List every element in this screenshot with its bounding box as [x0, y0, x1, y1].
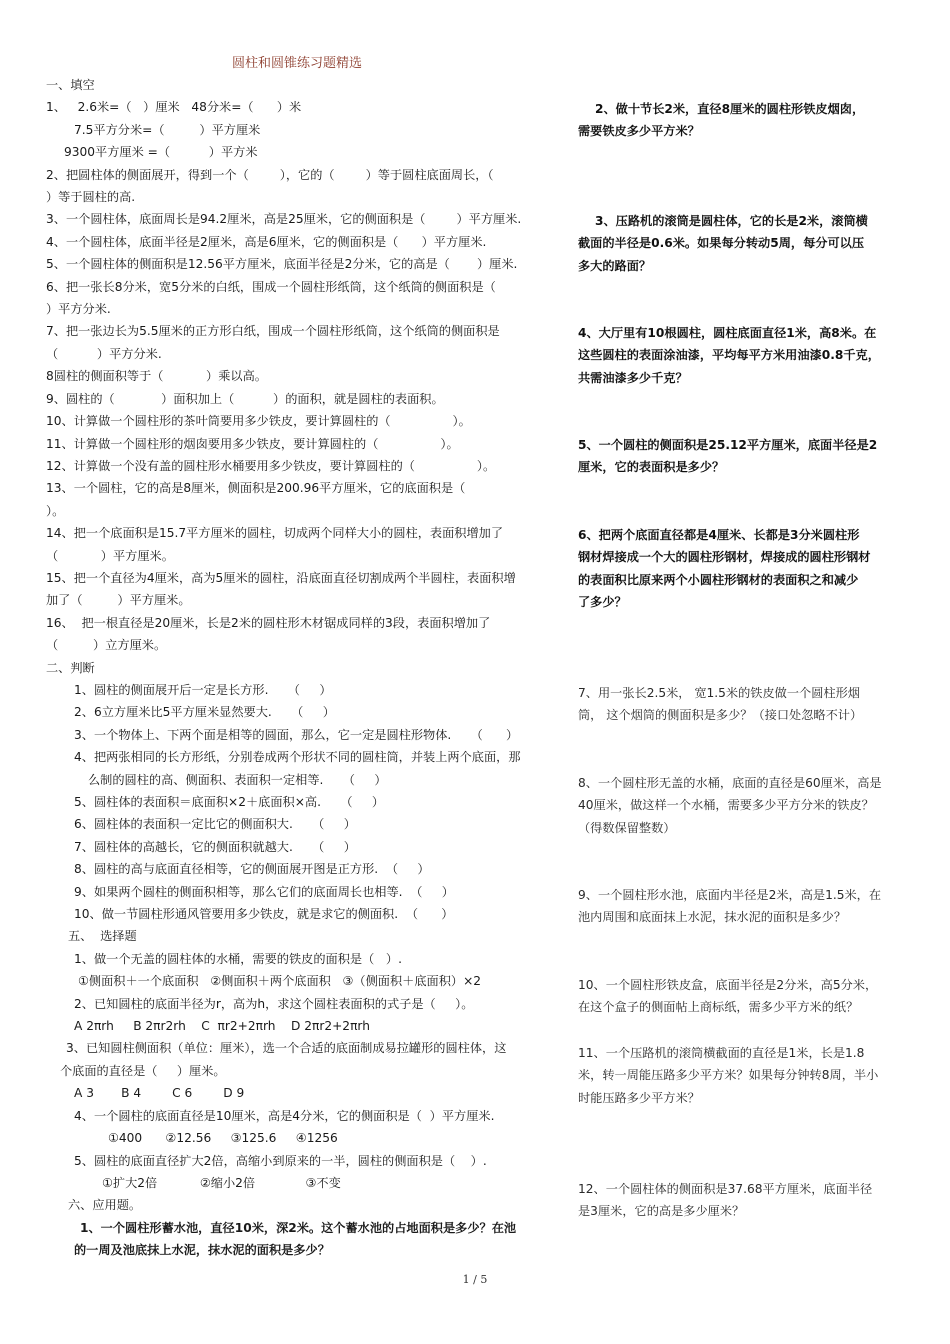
- question-line: 6、把一张长8分米，宽5分米的白纸，围成一个圆柱形纸筒，这个纸筒的侧面积是（: [46, 279, 496, 294]
- word-problem-line: 截面的半径是0.6米。如果每分转动5周，每分可以压: [578, 236, 865, 251]
- question-line: 4、把两张相同的长方形纸，分别卷成两个形状不同的圆柱筒，并装上两个底面，那: [74, 750, 521, 765]
- word-problem: [578, 682, 914, 727]
- question-line: ①扩大2倍 ②缩小2倍 ③不变: [102, 1175, 341, 1190]
- question-line: 1、 2.6米=（ ）厘米 48分米=（ ）米: [46, 100, 302, 115]
- word-problem-line: 11、一个压路机的滚筒横截面的直径是1米，长是1.8: [578, 1046, 865, 1060]
- question-line: 3、已知圆柱侧面积（单位：厘米），选一个合适的底面制成易拉罐形的圆柱体，这: [66, 1041, 507, 1056]
- question-line: A 3 B 4 C 6 D 9: [74, 1086, 245, 1101]
- word-problem-line: 40厘米，做这样一个水桶，需要多少平方分米的铁皮？: [578, 798, 874, 813]
- question-line: 10、计算做一个圆柱形的茶叶筒要用多少铁皮，要计算圆柱的（ ）。: [46, 414, 471, 429]
- question-line: 7.5平方分米=（ ）平方厘米: [74, 122, 261, 137]
- word-problem-line: 9、一个圆柱形水池，底面内半径是2米，高是1.5米，在: [578, 888, 882, 902]
- word-problem-line: 筒， 这个烟筒的侧面积是多少？（接口处忽略不计）: [578, 708, 863, 723]
- question-line: A 2πrh B 2πr2rh C πr2+2πrh D 2πr2+2πrh: [74, 1019, 370, 1034]
- word-problem-line: 厘米，它的表面积是多少？: [578, 460, 725, 475]
- word-problem: [578, 884, 914, 929]
- word-problem-line: 5、一个圆柱的侧面积是25.12平方厘米，底面半径是2: [578, 438, 878, 452]
- word-problem-line: 2、做十节长2米，直径8厘米的圆柱形铁皮烟囱，: [578, 102, 865, 116]
- question-line: 2、6立方厘米比5平方厘米显然要大. （ ）: [74, 705, 335, 720]
- question-line: 14、把一个底面积是15.7平方厘米的圆柱，切成两个同样大小的圆柱，表面积增加了: [46, 526, 504, 541]
- question-line: 16、 把一根直径是20厘米，长是2米的圆柱形木材锯成同样的3段，表面积增加了: [46, 615, 491, 630]
- question-line: ）等于圆柱的高.: [46, 190, 136, 205]
- question-line: 4、一个圆柱体，底面半径是2厘米，高是6厘米，它的侧面积是（ ）平方厘米.: [46, 234, 487, 249]
- question-line: 么制的圆柱的高、侧面积、表面积一定相等. （ ）: [88, 772, 387, 787]
- word-problem: [578, 98, 914, 143]
- word-problem: [578, 322, 914, 389]
- word-problem: [578, 434, 914, 479]
- word-problem: [578, 772, 914, 839]
- question-line: 5、圆柱体的表面积＝底面积×2＋底面积×高. （ ）: [74, 795, 385, 809]
- question-line: 1、做一个无盖的圆柱体的水桶，需要的铁皮的面积是（ ）.: [74, 951, 402, 966]
- question-line: 二、判断: [46, 660, 95, 675]
- word-problem-line: 这些圆柱的表面涂油漆，平均每平方米用油漆0.8千克，: [578, 348, 880, 363]
- question-line: 7、把一张边长为5.5厘米的正方形白纸，围成一个圆柱形纸筒，这个纸筒的侧面积是: [46, 324, 500, 339]
- question-line: 8、圆柱的高与底面直径相等，它的侧面展开图是正方形. （ ）: [74, 862, 430, 877]
- word-problem-line: 是3厘米，它的高是多少厘米？: [578, 1204, 745, 1219]
- question-line: ）。: [46, 503, 65, 518]
- question-line: 15、把一个直径为4厘米，高为5厘米的圆柱，沿底面直径切割成两个半圆柱，表面积增: [46, 570, 516, 585]
- word-problem: [578, 210, 914, 277]
- question-line: （ ）立方厘米。: [46, 638, 167, 653]
- page-number: 1 / 5: [462, 1273, 488, 1286]
- question-line: 8圆柱的侧面积等于（ ）乘以高。: [46, 369, 267, 384]
- word-problem-line: 池内周围和底面抹上水泥，抹水泥的面积是多少？: [578, 910, 847, 925]
- question-line: 13、一个圆柱，它的高是8厘米，侧面积是200.96平方厘米，它的底面积是（: [46, 481, 466, 496]
- word-problem: [578, 974, 914, 1019]
- word-problem: [578, 1178, 914, 1223]
- word-problem-line: 米，转一周能压路多少平方米？如果每分钟转8周，半小: [578, 1068, 879, 1083]
- word-problem: [578, 524, 914, 614]
- question-line: 7、圆柱体的高越长，它的侧面积就越大. （ ）: [74, 839, 356, 854]
- question-line: 个底面的直径是（ ）厘米。: [60, 1063, 226, 1078]
- word-problem-line: （得数保留整数）: [578, 820, 676, 835]
- question-line: 6、圆柱体的表面积一定比它的侧面积大. （ ）: [74, 817, 356, 832]
- question-line: ①侧面积＋一个底面积 ②侧面积＋两个底面积 ③（侧面积＋底面积）×2: [78, 974, 482, 989]
- word-problem-line: 6、把两个底面直径都是4厘米、长都是3分米圆柱形: [578, 528, 860, 542]
- question-line: 加了（ ）平方厘米。: [46, 593, 191, 608]
- question-line: 2、把圆柱体的侧面展开，得到一个（ ），它的（ ）等于圆柱底面周长，（: [46, 167, 494, 182]
- question-line: 9300平方厘米 =（ ）平方米: [64, 145, 258, 160]
- question-line: 六、应用题。: [68, 1198, 142, 1213]
- word-problem-line: 的表面积比原来两个小圆柱形钢材的表面积之和减少: [578, 572, 859, 587]
- word-problem-line: 需要铁皮多少平方米？: [578, 124, 700, 139]
- question-line: 9、圆柱的（ ）面积加上（ ）的面积，就是圆柱的表面积。: [46, 391, 444, 406]
- word-problem-line: 8、一个圆柱形无盖的水桶，底面的直径是60厘米，高是: [578, 776, 882, 790]
- question-line: 11、计算做一个圆柱形的烟囱要用多少铁皮，要计算圆柱的（ ）。: [46, 436, 459, 451]
- word-problem-line: 10、一个圆柱形铁皮盒，底面半径是2分米，高5分米，: [578, 978, 878, 992]
- question-line: （ ）平方厘米。: [46, 548, 174, 563]
- word-problem-line: 共需油漆多少千克？: [578, 370, 688, 385]
- word-problem-line: 7、用一张长2.5米， 宽1.5米的铁皮做一个圆柱形烟: [578, 686, 860, 700]
- question-line: ①400 ②12.56 ③125.6 ④1256: [108, 1131, 338, 1146]
- document-title: 圆柱和圆锥练习题精选: [232, 56, 363, 71]
- question-line: 2、已知圆柱的底面半径为r，高为h，求这个圆柱表面积的式子是（ ）。: [74, 996, 474, 1011]
- word-problem-line: 多大的路面？: [578, 258, 652, 273]
- application-question-line: 的一周及池底抹上水泥，抹水泥的面积是多少？: [74, 1243, 330, 1258]
- word-problem-line: 12、一个圆柱体的侧面积是37.68平方厘米，底面半径: [578, 1182, 873, 1196]
- question-line: 3、一个物体上、下两个面是相等的圆面，那么，它一定是圆柱形物体. （ ）: [74, 727, 519, 742]
- question-line: 3、一个圆柱体，底面周长是94.2厘米，高是25厘米，它的侧面积是（ ）平方厘米.: [46, 212, 522, 227]
- question-line: 4、一个圆柱的底面直径是10厘米，高是4分米，它的侧面积是（ ）平方厘米.: [74, 1108, 495, 1123]
- question-line: 5、一个圆柱体的侧面积是12.56平方厘米，底面半径是2分米，它的高是（ ）厘米.: [46, 257, 518, 272]
- question-line: 12、计算做一个没有盖的圆柱形水桶要用多少铁皮，要计算圆柱的（ ）。: [46, 458, 496, 473]
- application-question-line: 1、一个圆柱形蓄水池，直径10米，深2米。这个蓄水池的占地面积是多少？在池: [80, 1220, 517, 1235]
- word-problem: [578, 1042, 914, 1109]
- left-column: [46, 74, 566, 1262]
- word-problem-line: 钢材焊接成一个大的圆柱形钢材，焊接成的圆柱形钢材: [578, 550, 871, 565]
- question-line: ）平方分米.: [46, 302, 111, 317]
- word-problem-line: 了多少？: [578, 595, 627, 610]
- word-problem-line: 4、大厅里有10根圆柱，圆柱底面直径1米，高8米。在: [578, 326, 877, 340]
- question-line: 9、如果两个圆柱的侧面积相等，那么它们的底面周长也相等. （ ）: [74, 884, 454, 899]
- word-problem-line: 3、压路机的滚筒是圆柱体，它的长是2米，滚筒横: [578, 214, 868, 228]
- question-line: 10、做一节圆柱形通风管要用多少铁皮，就是求它的侧面积. （ ）: [74, 907, 454, 922]
- word-problem-line: 时能压路多少平方米？: [578, 1090, 700, 1105]
- question-line: 1、圆柱的侧面展开后一定是长方形. （ ）: [74, 682, 332, 697]
- question-line: （ ）平方分米.: [46, 346, 162, 361]
- word-problem-line: 在这个盒子的侧面帖上商标纸，需多少平方米的纸？: [578, 1000, 859, 1015]
- question-line: 一、填空: [46, 78, 95, 92]
- question-line: 五、 选择题: [68, 929, 137, 944]
- question-line: 5、圆柱的底面直径扩大2倍，高缩小到原来的一半，圆柱的侧面积是（ ）.: [74, 1153, 487, 1168]
